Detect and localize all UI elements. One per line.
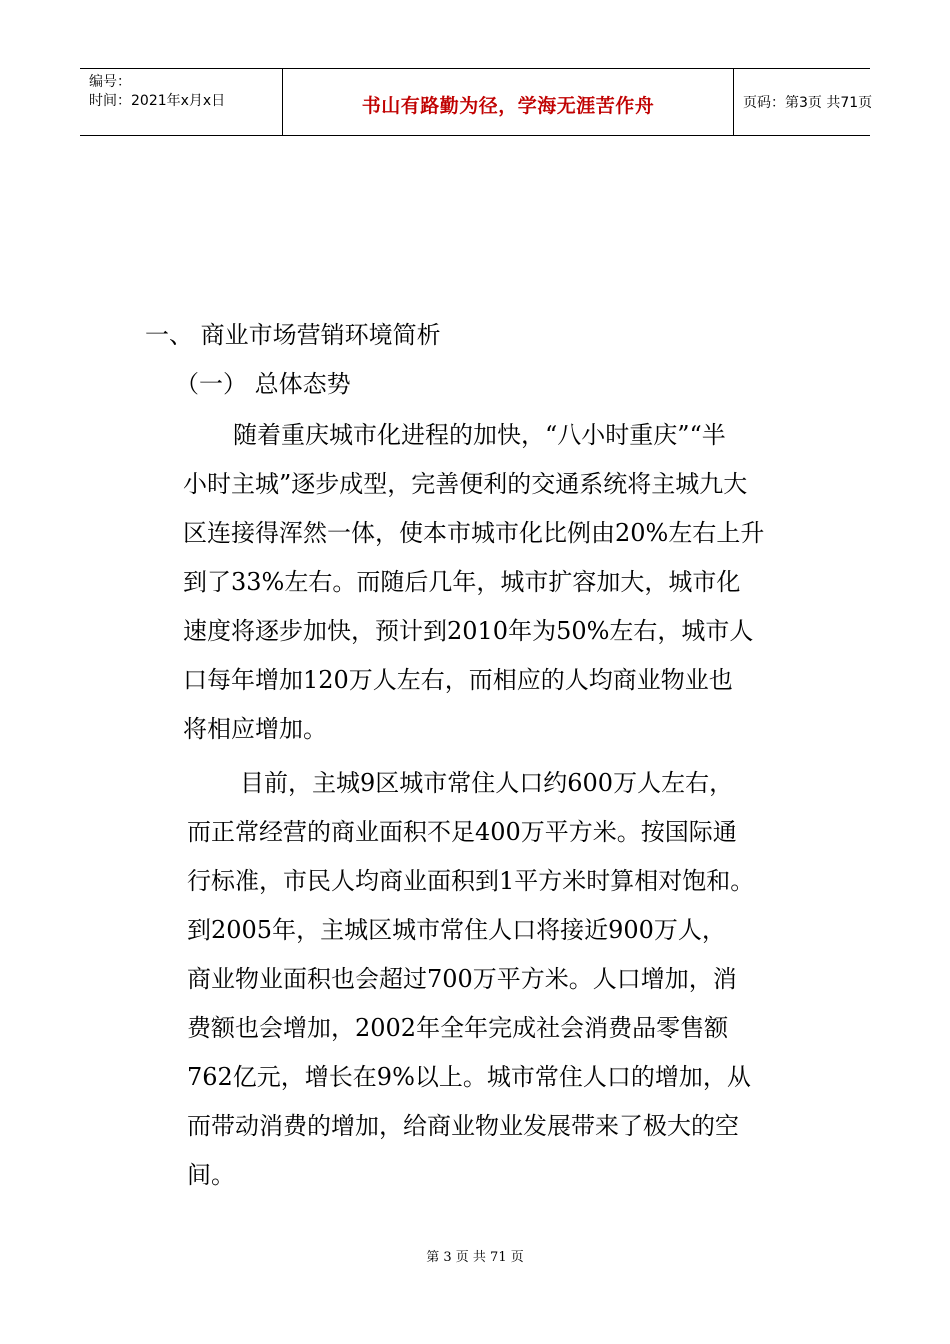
para2-line-9: 间。 [187, 1161, 235, 1189]
subsection-title: （一） 总体态势 [175, 370, 351, 398]
para2-line-3: 行标准，市民人均商业面积到1平方米时算相对饱和。 [187, 867, 755, 895]
header-motto-cell [282, 69, 734, 135]
para1-line-5: 速度将逐步加快，预计到2010年为50%左右，城市人 [183, 617, 754, 645]
para2-line-4: 到2005年，主城区城市常住人口将接近900万人， [187, 916, 726, 944]
para2-line-7: 762亿元，增长在9%以上。城市常住人口的增加，从 [187, 1063, 751, 1091]
para1-line-7: 将相应增加。 [183, 715, 327, 743]
page-info: 页码：第3页 共71页 [743, 95, 873, 111]
section-title: 一、 商业市场营销环境简析 [145, 321, 441, 349]
para1-line-4: 到了33%左右。而随后几年，城市扩容加大，城市化 [183, 568, 741, 596]
page-footer: 第 3 页 共 71 页 [426, 1250, 524, 1265]
para1-line-3: 区连接得浑然一体，使本市城市化比例由20%左右上升 [183, 519, 765, 547]
para2-line-5: 商业物业面积也会超过700万平方米。人口增加，消 [187, 965, 737, 993]
para2-line-2: 而正常经营的商业面积不足400万平方米。按国际通 [187, 818, 737, 846]
header-right-cell [734, 69, 873, 135]
para2-line-8: 而带动消费的增加，给商业物业发展带来了极大的空 [187, 1112, 739, 1140]
motto-text: 书山有路勤为径，学海无涯苦作舟 [361, 95, 655, 117]
para2-line-1: 目前，主城9区城市常住人口约600万人左右， [240, 769, 734, 797]
header-left-cell [80, 69, 282, 135]
number-label: 编号： [89, 74, 131, 90]
time-label: 时间：2021年x月x日 [89, 93, 226, 109]
para1-line-1: 随着重庆城市化进程的加快，“八小时重庆”“半 [233, 421, 726, 449]
para1-line-2: 小时主城”逐步成型，完善便利的交通系统将主城九大 [183, 470, 748, 498]
para2-line-6: 费额也会增加，2002年全年完成社会消费品零售额 [187, 1014, 729, 1042]
header-table [80, 68, 873, 136]
para1-line-6: 口每年增加120万人左右，而相应的人均商业物业也 [183, 666, 733, 694]
